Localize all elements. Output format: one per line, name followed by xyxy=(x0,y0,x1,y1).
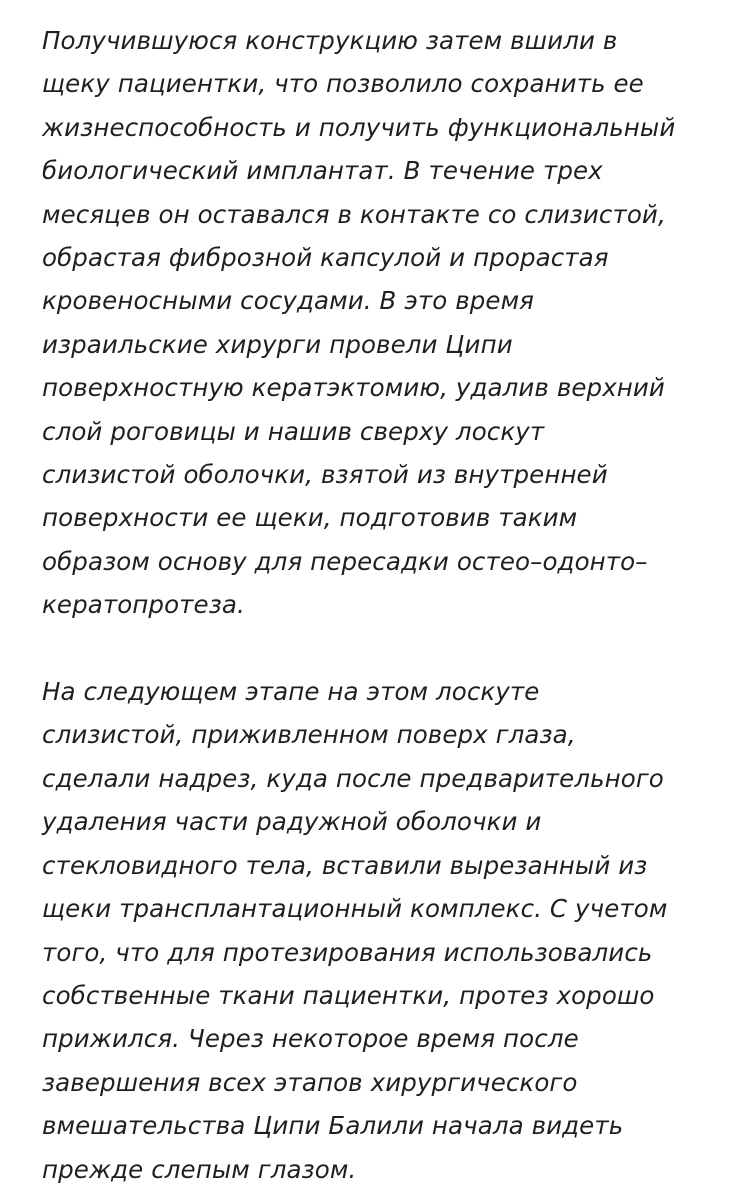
text-line: завершения всех этапов хирургического xyxy=(42,1067,578,1097)
text-line: образом основу для пересадки остео–одонто– xyxy=(42,546,648,576)
paragraph-1 xyxy=(42,19,712,627)
text-line: собственные ткани пациентки, протез хорошо xyxy=(42,980,655,1010)
article-body xyxy=(42,19,712,1191)
text-line: щеку пациентки, что позволило сохранить ее xyxy=(42,69,644,99)
text-line: прижился. Через некоторое время после xyxy=(42,1024,579,1054)
text-line: вмешательства Ципи Балили начала видеть xyxy=(42,1111,624,1141)
text-line: удаления части радужной оболочки и xyxy=(42,807,542,837)
text-line: На следующем этапе на этом лоскуте xyxy=(42,677,540,707)
text-line: слизистой, приживленном поверх глаза, xyxy=(42,720,576,750)
text-line: стекловидного тела, вставили вырезанный из xyxy=(42,850,648,880)
text-line: слой роговицы и нашив сверху лоскут xyxy=(42,416,545,446)
text-line: Получившуюся конструкцию затем вшили в xyxy=(42,26,618,55)
text-line: поверхности ее щеки, подготовив таким xyxy=(42,503,578,533)
text-line: жизнеспособность и получить функциональный xyxy=(42,112,676,142)
text-line: биологический имплантат. В течение трех xyxy=(42,156,603,186)
paragraph-2 xyxy=(42,670,712,1191)
text-line: слизистой оболочки, взятой из внутренней xyxy=(42,460,608,490)
text-line: кератопротеза. xyxy=(42,590,245,620)
text-line: поверхностную кератэктомию, удалив верхний xyxy=(42,373,665,403)
text-line: обрастая фиброзной капсулой и прорастая xyxy=(42,243,609,273)
text-line: щеки трансплантационный комплекс. С учетом xyxy=(42,894,668,924)
text-line: того, что для протезирования использовались xyxy=(42,937,653,967)
text-line: израильские хирурги провели Ципи xyxy=(42,329,513,359)
text-line: сделали надрез, куда после предварительного xyxy=(42,763,664,793)
text-line: кровеносными сосудами. В это время xyxy=(42,286,535,316)
text-line: месяцев он оставался в контакте со слизистой, xyxy=(42,199,666,229)
text-line: прежде слепым глазом. xyxy=(42,1154,357,1184)
